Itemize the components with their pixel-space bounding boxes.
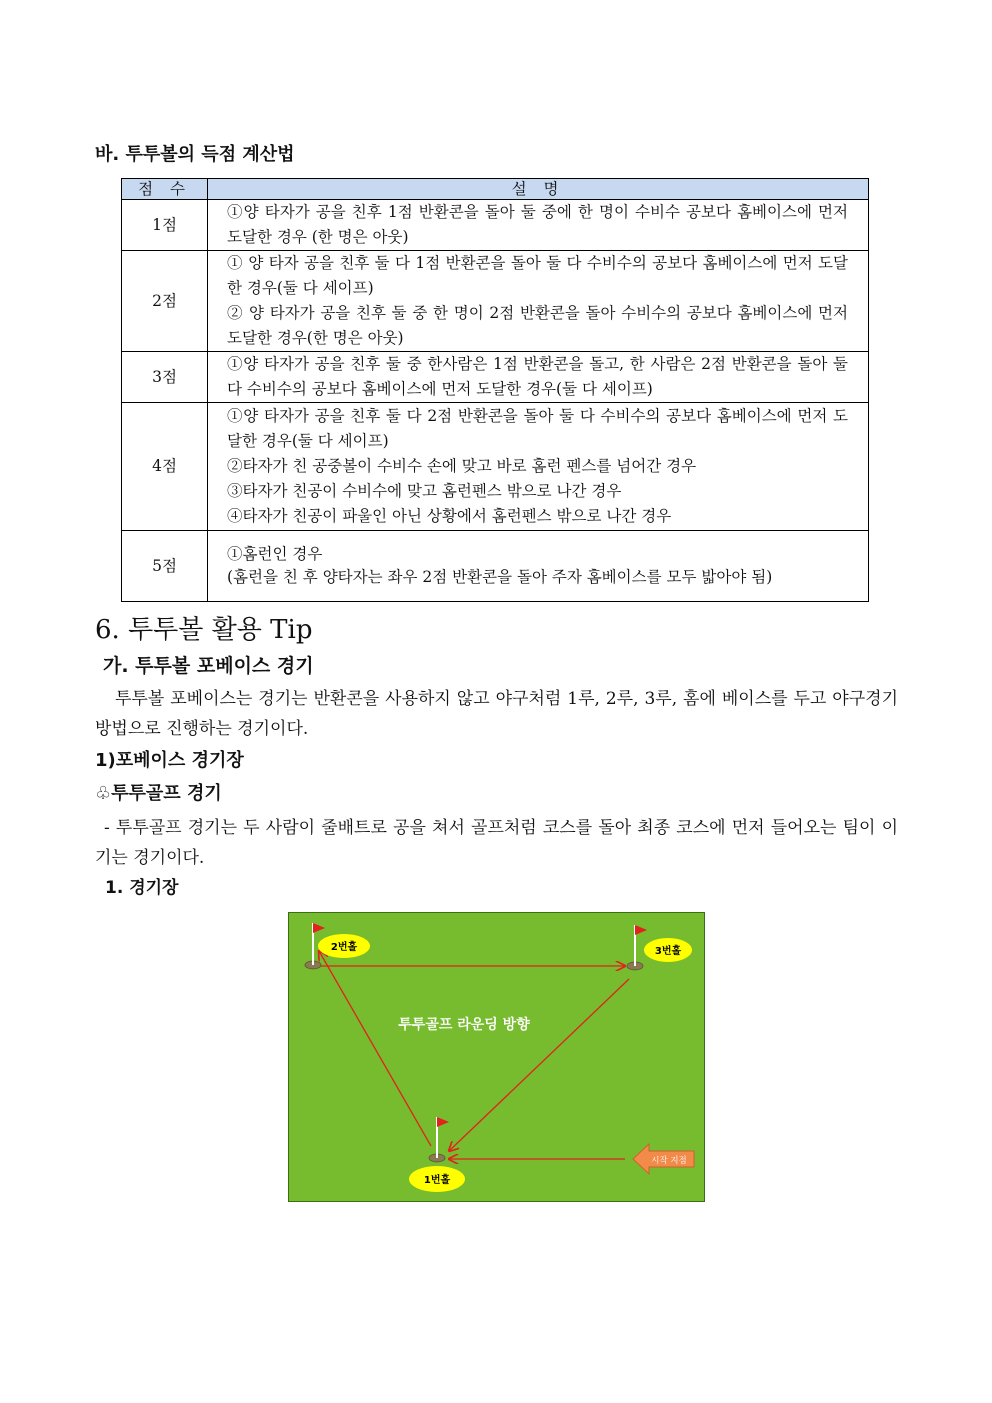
description-line: ②타자가 친 공중볼이 수비수 손에 맞고 바로 홈런 펜스를 넘어간 경우 <box>227 457 697 475</box>
tip-title: 6. 투투볼 활용 Tip <box>95 615 313 645</box>
row-points: 4점 <box>122 403 208 531</box>
row-points: 1점 <box>122 200 208 251</box>
score-table <box>121 178 869 602</box>
row-description <box>208 352 869 403</box>
description-line: ①양 타자가 공을 친후 1점 반환콘을 돌아 둘 중에 한 명이 수비수 공보다 홈베이스에 먼저 도달한 경우 (한 명은 아웃) <box>227 203 848 246</box>
table-row <box>122 531 869 602</box>
start-label: 시작 지점 <box>651 1156 687 1166</box>
golf-heading: ♧투투골프 경기 <box>95 783 222 804</box>
four-base-paragraph: 투투볼 포베이스는 경기는 반환콘을 사용하지 않고 야구처럼 1루, 2루, 3루, 홈에 베이스를 두고 야구경기방법으로 진행하는 경기이다. <box>95 689 898 739</box>
golf-field-diagram <box>288 912 705 1202</box>
description-line: ③타자가 친공이 수비수에 맞고 홈런펜스 밖으로 나간 경우 <box>227 482 622 500</box>
row-description <box>208 531 869 602</box>
table-row <box>122 200 869 251</box>
description-line: ④타자가 친공이 파울인 아닌 상황에서 홈런펜스 밖으로 나간 경우 <box>227 507 672 525</box>
hole-1 <box>409 1117 465 1192</box>
flag-icon <box>437 1117 449 1127</box>
description-line: (홈런을 친 후 양타자는 좌우 2점 반환콘을 돌아 주자 홈베이스를 모두 밟아야 됨) <box>227 568 773 586</box>
row-points: 3점 <box>122 352 208 403</box>
hole-3 <box>627 925 692 970</box>
description-line: ① 양 타자 공을 친후 둘 다 1점 반환콘을 돌아 둘 다 수비수의 공보다 홈베이스에 먼저 도달한 경우(둘 다 세이프) <box>227 254 848 297</box>
route-arrow-hole3-to-hole1 <box>449 979 629 1151</box>
description-line: ①홈런인 경우 <box>227 545 323 563</box>
row-description <box>208 403 869 531</box>
table-row <box>122 352 869 403</box>
hole-3-label: 3번홀 <box>654 946 682 957</box>
row-points: 2점 <box>122 251 208 352</box>
row-description <box>208 251 869 352</box>
description-line: ①양 타자가 공을 친후 둘 다 2점 반환콘을 돌아 둘 다 수비수의 공보다 홈베이스에 먼저 도달한 경우(둘 다 세이프) <box>227 407 848 450</box>
table-row <box>122 403 869 531</box>
hole-2 <box>305 923 370 969</box>
section-title: 바. 투투볼의 득점 계산법 <box>95 144 295 165</box>
routing-direction-label: 투투골프 라운딩 방향 <box>398 1017 530 1033</box>
hole-2-label: 2번홀 <box>330 942 358 953</box>
flag-icon <box>635 925 647 935</box>
header-description: 설 명 <box>208 179 869 200</box>
row-points: 5점 <box>122 531 208 602</box>
four-base-subtitle: 가. 투투볼 포베이스 경기 <box>103 655 314 677</box>
header-points: 점 수 <box>122 179 208 200</box>
four-base-heading: 1)포베이스 경기장 <box>95 750 244 771</box>
description-line: ② 양 타자가 공을 친후 둘 중 한 명이 2점 반환콘을 돌아 수비수의 공보다 홈베이스에 먼저 도달한 경우(한 명은 아웃) <box>227 304 848 347</box>
table-header-row <box>122 179 869 200</box>
golf-paragraph: - 투투골프 경기는 두 사람이 줄배트로 공을 쳐서 골프처럼 코스를 돌아 최종 코스에 먼저 들어오는 팀이 이기는 경기이다. <box>95 818 898 868</box>
row-description <box>208 200 869 251</box>
table-row <box>122 251 869 352</box>
field-heading: 1. 경기장 <box>105 878 179 898</box>
golf-field-svg <box>289 913 703 1200</box>
hole-1-label: 1번홀 <box>423 1175 451 1186</box>
start-point <box>633 1144 694 1174</box>
description-line: ①양 타자가 공을 친후 둘 중 한사람은 1점 반환콘을 돌고, 한 사람은 2점 반환콘을 돌아 둘 다 수비수의 공보다 홈베이스에 먼저 도달한 경우(둘 다 세이프) <box>227 355 848 398</box>
route-arrow-hole1-to-hole2 <box>319 951 431 1146</box>
flag-icon <box>313 923 325 933</box>
